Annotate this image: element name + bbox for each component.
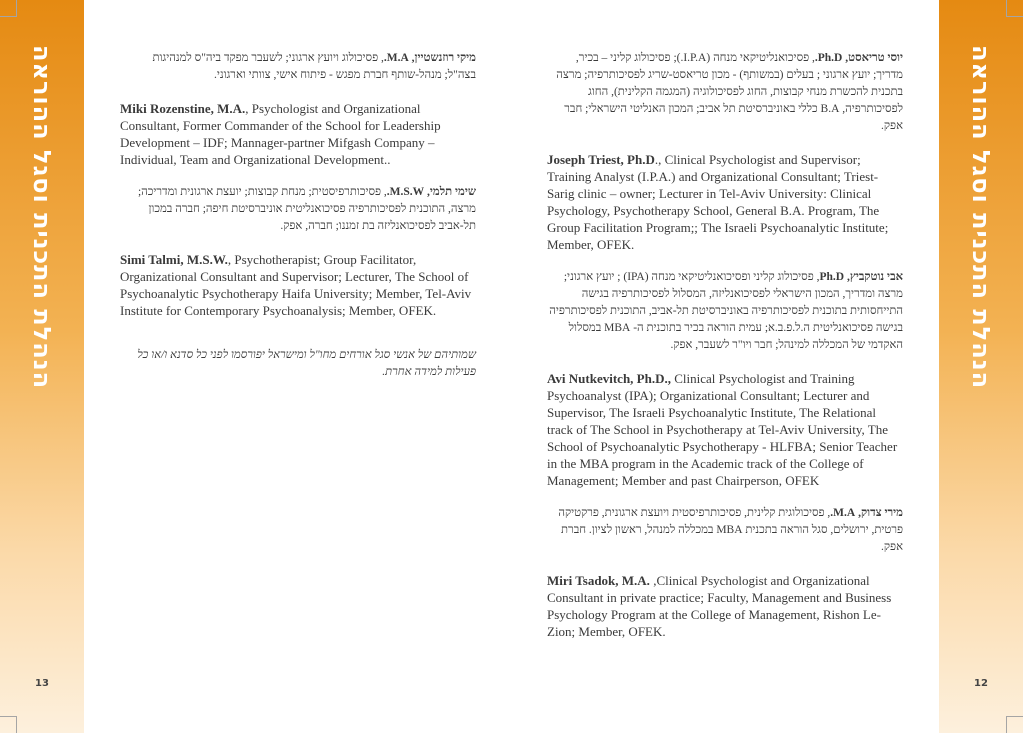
bio-name: יוסי טריאסט, Ph.D.: [814, 52, 903, 64]
bio-text: , פסיכולוגית קלינית, פסיכותרפיסטית ויועצת ארגונית, פרקטיקה פרטית, ירושלים, סגל הוראה בתכנית MBA במכללה למנהל, ראשון לציון. חברת אפק.: [558, 507, 903, 553]
bio-name: שימי תלמי, M.S.W.: [386, 186, 476, 198]
page-number-left: 13: [35, 678, 49, 689]
bio-text: , Psychologist and Organizational Consultant, Former Commander of the School for Leadership Development – IDF; Mannager-partner Mifgash Company – Individual, Team and Organizational Development..: [120, 101, 441, 167]
left-band-title: הנהלת התכנית וסגל ההוראה: [28, 45, 56, 390]
bio-text: , פסיכותרפיסטית; מנחת קבוצות; יועצת ארגונית ומדריכה; מרצה, התוכנית לפסיכותרפיה פסיכואנליטית אוניברסיטת חיפה; חברה במכון תל-אביב לפסיכואנליזה בת זמננו; חברה, אפק.: [137, 186, 476, 232]
bio-name: מירי צדוק, M.A.: [830, 507, 903, 519]
left-page-column: [120, 50, 476, 397]
bio-name: Joseph Triest, Ph.D: [547, 152, 655, 167]
page-number-right: 12: [974, 678, 988, 689]
bio-name: Simi Talmi, M.S.W.: [120, 252, 228, 267]
bio-entry-hebrew: [547, 50, 903, 135]
bio-entry-english: [120, 100, 476, 168]
bio-entry-english: [547, 370, 903, 489]
bio-name: Miri Tsadok, M.A.: [547, 573, 650, 588]
bio-text: , פסיכולוג קליני ופסיכואנליטיקאי מנחה (IPA) ; יועץ ארגוני; מרצה ומדריך, המכון הישראלי לפסיכואנליזה, המסלול לפסיכותרפיה בגישה התייחסותית בתוכנית לפסיכותרפיה באוניברסיטת תל-אביב, התוכנית לפסיכותרפיה בגישה פסיכואנליטית ה.ל.פ.ב.א; עמית הוראה בכיר בתוכנית ה- MBA במסלול האקדמי של המכללה למינהל; חבר ויו"ר לשעבר, אפק.: [549, 271, 903, 351]
bio-name: מיקי רוזנשטיין, M.A.: [383, 52, 476, 64]
bio-name: אבי נוטקביץ, Ph.D: [819, 271, 903, 283]
left-side-band: [0, 0, 84, 733]
bio-text: ., Clinical Psychologist and Supervisor; Training Analyst (I.P.A.) and Organizational Consultant; Triest-Sarig clinic – owner; Lecturer in Tel-Aviv University: Clinical Psychology, Psychotherapy School, General B.A. Program, The Group Facilitation Program;; The Israeli Psychoanalytic Institute; Member, OFEK.: [547, 152, 889, 252]
guest-faculty-note: שמותיהם של אנשי סגל אורחים מחו"ל ומישראל יפורסמו לפני כל סדנא ו/או כל פעילות למידה אחרת.: [137, 349, 476, 378]
bio-entry-hebrew: [547, 269, 903, 354]
bio-entry-hebrew: [547, 505, 903, 556]
right-band-title: הנהלת התכנית וסגל ההוראה: [967, 45, 995, 390]
crop-mark-bottom-right: [1006, 716, 1023, 733]
bio-entry-hebrew: [120, 184, 476, 235]
bio-name: Miki Rozenstine, M.A.: [120, 101, 246, 116]
bio-text: , פסיכולוג ויועץ ארגוני; לשעבר מפקד ביה"ס למנהיגות בצה"ל; מנהל-שותף חברת מפגש - פיתוח אישי, צוותי וארגוני.: [152, 52, 476, 81]
bio-text: ,Clinical Psychologist and Organizational Consultant in private practice; Faculty, Management and Business Psychology Program at the College of Management, Rishon Le-Zion; Member, OFEK.: [547, 573, 892, 639]
crop-mark-top-left: [0, 0, 17, 17]
bio-text: , Psychotherapist; Group Facilitator, Organizational Consultant and Supervisor; Lecturer, The School of Psychoanalytic Psychotherapy Haifa University; Member, Tel-Aviv Institute for Contemporary Psychoanalysis; Member, OFEK.: [120, 252, 472, 318]
bio-entry-english: [547, 572, 903, 640]
bio-name: Avi Nutkevitch, Ph.D.,: [547, 371, 671, 386]
bio-text: , פסיכואנליטיקאי מנחה (I.P.A.); פסיכולוג קליני – בכיר, מדריך; יועץ ארגוני ; בעלים (במשותף) - מכון טריאסט-שריג לפסיכותרפיה; מרצה בתכנית להכשרת מנחי קבוצות, החוג לפסיכולוגיה (המגמה הקלינית), החוג לפסיכותרפיה, B.A כללי באוניברסיטת תל אביב; המכון האנליטי הישראלי; חבר אפק.: [556, 52, 903, 132]
bio-text: Clinical Psychologist and Training Psychoanalyst (IPA); Organizational Consultant; Lecturer and Supervisor, The Israeli Psychoanalytic Institute, The Relational track of The School in Psychotherapy at Tel-Aviv University, The School of Psychoanalytic Psychotherapy - HLFBA; Senior Teacher in the MBA program in the Academic track of the College of Management; Member and past Chairperson, OFEK: [547, 371, 898, 488]
bio-entry-english: [547, 151, 903, 253]
right-page-column: [547, 50, 903, 656]
bio-entry-hebrew: [120, 50, 476, 84]
crop-mark-bottom-left: [0, 716, 17, 733]
crop-mark-top-right: [1006, 0, 1023, 17]
bio-entry-english: [120, 251, 476, 319]
right-side-band: [939, 0, 1023, 733]
